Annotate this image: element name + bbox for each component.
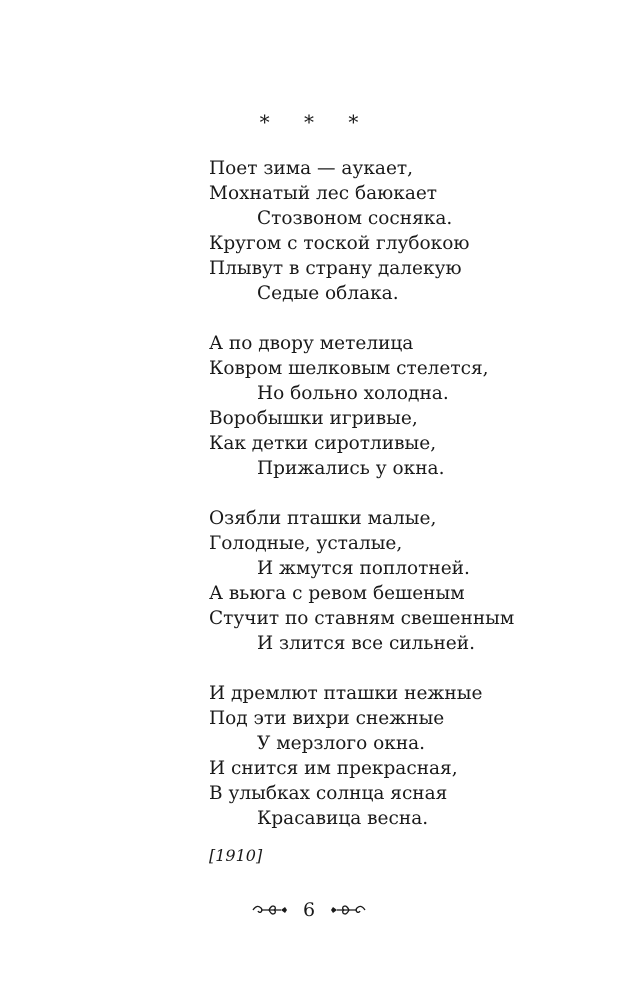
poem-line: Поет зима — аукает, [209,158,414,179]
poem-stanza [209,156,609,306]
poem-line: Стозвоном сосняка. [257,208,453,229]
poem-line: В улыбках солнца ясная [209,783,448,804]
poem-line: И злится все сильней. [257,633,475,654]
section-separator: * * * [259,110,373,134]
poem-date: [1910] [209,846,263,865]
page-footer [0,898,618,922]
poem-line: Плывут в страну далекую [209,258,462,279]
poem-line: Кругом с тоской глубокою [209,233,470,254]
poem-line: Мохнатый лес баюкает [209,183,438,204]
poem-line: Как детки сиротливые, [209,433,437,454]
poem-line: Озябли пташки малые, [209,508,437,529]
poem-line: А вьюга с ревом бешеным [209,583,465,604]
poem-body [209,156,609,856]
poem-line: Седые облака. [257,283,399,304]
poem-line: И дремлют пташки нежные [209,683,483,704]
poem-line: Но больно холодна. [257,383,449,404]
poem-line: У мерзлого окна. [257,733,426,754]
poem-line: И снится им прекрасная, [209,758,458,779]
poem-line: Ковром шелковым стелется, [209,358,489,379]
poem-stanza [209,681,609,831]
poem-line: Воробышки игривые, [209,408,418,429]
poem-line: Под эти вихри снежные [209,708,445,729]
floral-flourish-icon [251,901,289,919]
poem-line: Прижались у окна. [257,458,445,479]
poem-line: А по двору метелица [209,333,414,354]
poem-line: И жмутся поплотней. [257,558,470,579]
floral-flourish-icon [329,901,367,919]
poem-line: Голодные, усталые, [209,533,403,554]
poem-line: Красавица весна. [257,808,429,829]
page-number: 6 [302,899,316,921]
poem-stanza [209,331,609,481]
poem-stanza [209,506,609,656]
poem-line: Стучит по ставням свешенным [209,608,515,629]
